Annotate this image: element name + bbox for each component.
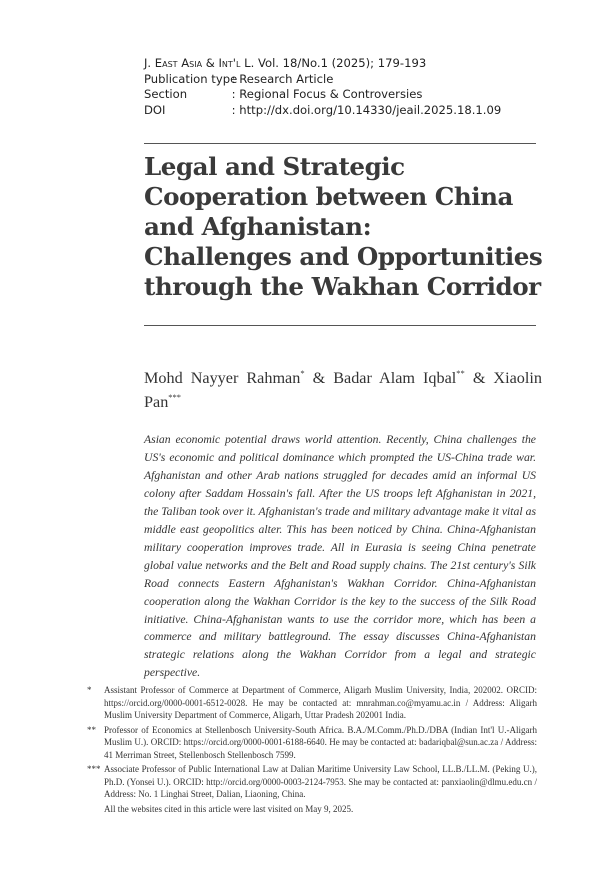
meta-value: : Regional Focus & Controversies bbox=[228, 87, 423, 102]
section-row bbox=[144, 87, 544, 103]
footnote-item bbox=[87, 724, 537, 762]
title-line: and Afghanistan: bbox=[144, 212, 372, 241]
article-metadata bbox=[144, 56, 544, 118]
footnote-item bbox=[87, 763, 537, 801]
doi-link[interactable]: : http://dx.doi.org/10.14330/jeail.2025.18.1.09 bbox=[228, 102, 502, 117]
footnote-mark: * bbox=[87, 685, 92, 695]
title-line: through the Wakhan Corridor bbox=[144, 272, 541, 301]
footnote-text: Associate Professor of Public International Law at Dalian Maritime University Law School, LL.B./LL.M. (Peking U.), Ph.D. (Yonsei U.). ORCID: http://orcid.org/0000-0003-2124-7953. She may be contacted at: panxiaolin@dlmu.edu.cn / Address: No. 1 Linghai Street, Dalian, Liaoning, China. bbox=[104, 764, 537, 800]
title-line: Challenges and Opportunities bbox=[144, 242, 543, 271]
title-line: Legal and Strategic bbox=[144, 152, 405, 181]
doi-row bbox=[144, 103, 544, 119]
journal-name: East Asia & Int'l bbox=[154, 56, 241, 70]
footnote-text: Assistant Professor of Commerce at Department of Commerce, Aligarh Muslim University, India, 202002. ORCID: https://orcid.org/0000-0001-6512-0028. He may be contacted at: mnrahman.co@myamu.ac.in / Address: Aligarh Muslim University Department of Commerce, Aligarh, Uttar Pradesh 202001 India. bbox=[104, 685, 537, 721]
journal-prefix: J. bbox=[144, 56, 155, 70]
journal-volume: L. Vol. 18/No.1 (2025); 179-193 bbox=[240, 56, 427, 70]
footnote-mark: *** bbox=[87, 764, 101, 774]
author-name: & Xiaolin Pan bbox=[144, 369, 542, 411]
footnote-text: Professor of Economics at Stellenbosch University-South Africa. B.A./M.Comm./Ph.D./DBA (Indian Int'l U.-Aligarh Muslim U.). ORCID: https://orcid.org/0000-0001-6188-6640. He may be contacted at: badariqbal@sun.ac.za / Address: 41 Merriman Street, Stellenbosch Stellenbosch 7599. bbox=[104, 724, 537, 760]
footnote-marker[interactable]: ** bbox=[456, 368, 465, 378]
websites-note: All the websites cited in this article were last visited on May 9, 2025. bbox=[104, 803, 354, 814]
title-line: Cooperation between China bbox=[144, 182, 513, 211]
footnote-item bbox=[87, 684, 537, 722]
author-list bbox=[144, 364, 542, 411]
footnotes bbox=[87, 684, 537, 815]
publication-type-row bbox=[144, 72, 544, 88]
meta-label: DOI bbox=[144, 102, 166, 117]
meta-label: Section bbox=[144, 87, 188, 102]
footnote-marker[interactable]: *** bbox=[168, 391, 182, 402]
meta-label: Publication type bbox=[144, 71, 238, 86]
abstract: Asian economic potential draws world attention. Recently, China challenges the US's economic and political dominance which prompted the US-China trade war. Afghanistan and other Arab nations struggled for decades amid an informal US colony after Saddam Hossain's fall. After the US troops left Afghanistan in 2021, the Taliban took over it. Afghanistan's trade and military advantage make it vital as middle east geopolitics alter. This has been noticed by China. China-Afghanistan military cooperation improves trade. All in Eurasia is seeing China penetrate global value networks and the Belt and Road supply chains. The 21st century's Silk Road connects Eastern Afghanistan's Wakhan Corridor. China-Afghanistan cooperation along the Wakhan Corridor is the key to the success of the Silk Road initiative. China-Afghanistan wants to use the corridor more, which has been a commerce and military battleground. The essay discusses China-Afghanistan strategic relations along the Wakhan Corridor from a legal and strategic perspective. bbox=[144, 433, 536, 680]
meta-value: : Research Article bbox=[228, 71, 334, 86]
footnote-mark: ** bbox=[87, 724, 96, 735]
footnote-marker[interactable]: * bbox=[300, 368, 305, 378]
top-rule bbox=[144, 143, 536, 144]
journal-citation bbox=[144, 56, 544, 72]
article-title bbox=[144, 152, 564, 302]
author-name: Mohd Nayyer Rahman bbox=[144, 369, 301, 387]
author-name: & Badar Alam Iqbal bbox=[304, 369, 457, 387]
bottom-rule bbox=[144, 325, 536, 326]
